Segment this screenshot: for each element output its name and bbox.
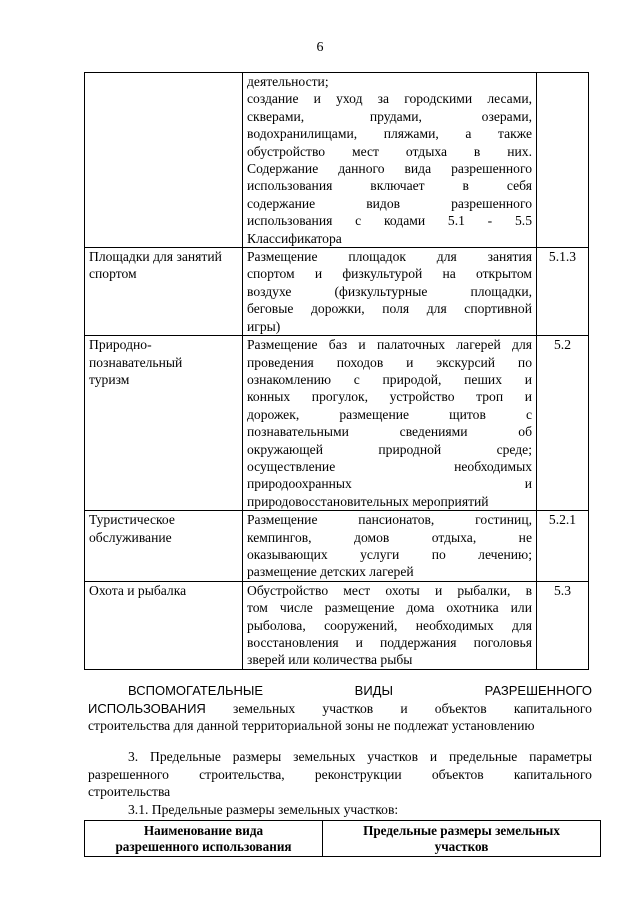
section-3-line-1 xyxy=(88,748,592,766)
use-description-line: конных прогулок, устройство троп и xyxy=(247,389,532,405)
header-line: участков xyxy=(434,839,489,855)
sec3-word: Предельные xyxy=(150,749,221,764)
aux-line-3: строительства для данной территориальной зоны не подлежат установлению xyxy=(88,718,535,734)
header-line: разрешенного использования xyxy=(115,839,292,855)
aux-word: участков xyxy=(322,700,374,716)
use-description-line: Размещение площадок для занятия xyxy=(247,249,532,265)
aux-heading-word: ВСПОМОГАТЕЛЬНЫЕ xyxy=(128,683,264,698)
sec3-word: и xyxy=(429,749,438,764)
use-description-line: дорожек, размещение щитов с xyxy=(247,406,532,422)
use-description-line: спортом и физкультурой на открытом xyxy=(247,266,532,282)
use-code-cell: 5.1.3 xyxy=(537,248,589,336)
use-code-cell xyxy=(537,73,589,248)
use-description-cell xyxy=(243,73,537,248)
use-description-line: деятельности; xyxy=(247,74,329,89)
plot-size-table xyxy=(84,820,601,857)
land-use-table xyxy=(84,72,589,670)
use-description-cell xyxy=(243,336,537,511)
use-description-line: использования включает в себя xyxy=(247,178,532,194)
auxiliary-use-paragraph xyxy=(88,682,592,735)
use-description-line: зверей или количества рыбы xyxy=(247,652,413,668)
use-type-name-cell xyxy=(85,248,243,336)
table-row xyxy=(85,336,589,511)
use-description-line: оказывающих услуги по лечению; xyxy=(247,546,532,562)
sec3-word: разрешенного xyxy=(88,766,169,782)
use-description-line: Классификатора xyxy=(247,230,342,246)
use-code-cell: 5.2.1 xyxy=(537,511,589,582)
use-description-line: создание и уход за городскими лесами, xyxy=(247,91,532,107)
use-code-cell: 5.3 xyxy=(537,581,589,669)
use-description-line: водохранилищами, пляжами, а также xyxy=(247,126,532,142)
use-description-line: природовосстановительных мероприятий xyxy=(247,493,489,509)
use-description-cell xyxy=(243,511,537,582)
sec3-word: 3. xyxy=(128,749,139,764)
use-code-cell: 5.2 xyxy=(537,336,589,511)
use-description-line: окружающей природной среде; xyxy=(247,441,532,457)
use-description-line: ознакомлению с природой, пеших и xyxy=(247,371,532,387)
use-type-name-cell xyxy=(85,511,243,582)
use-description-line: Содержание данного вида разрешенного xyxy=(247,161,532,177)
table-header-row xyxy=(85,821,601,857)
header-line: Предельные размеры земельных xyxy=(363,823,560,838)
use-description-line: кемпингов, домов отдыха, не xyxy=(247,529,532,545)
section-3-paragraph xyxy=(88,748,592,801)
use-description-line: осуществление необходимых xyxy=(247,458,532,474)
use-description-cell xyxy=(243,248,537,336)
aux-heading-word: РАЗРЕШЕННОГО xyxy=(484,683,592,698)
subsection-3-1-heading: 3.1. Предельные размеры земельных участков: xyxy=(128,802,399,817)
sec3-word: реконструкции xyxy=(314,766,402,782)
use-type-name-line: Природно- xyxy=(89,337,152,353)
sec3-word: земельных xyxy=(293,749,356,764)
use-description-line: Размещение пансионатов, гостиниц, xyxy=(247,512,532,528)
header-line: Наименование вида xyxy=(143,823,264,838)
use-description-line: размещение детских лагерей xyxy=(247,564,414,580)
aux-word: капитального xyxy=(513,700,592,716)
use-type-name-line: Площадки для занятий xyxy=(89,249,222,265)
use-description-line: Обустройство мест охоты и рыбалки, в xyxy=(247,582,532,598)
use-description-line: обустройство мест отдыха в них. xyxy=(247,143,532,159)
use-description-line: восстановления и поддержания поголовья xyxy=(247,635,532,650)
aux-line-2 xyxy=(88,700,592,718)
header-cell-plot-size xyxy=(323,821,601,857)
use-type-name-line: обслуживание xyxy=(89,529,172,545)
use-description-line: содержание видов разрешенного xyxy=(247,195,532,211)
use-type-name-cell xyxy=(85,336,243,511)
use-type-name-line: Туристическое xyxy=(89,512,175,528)
use-type-name-cell xyxy=(85,581,243,669)
aux-heading-word: ВИДЫ xyxy=(354,683,393,698)
sec3-word: капитального xyxy=(513,766,592,782)
use-description-line: рыболова, сооружений, необходимых для xyxy=(247,617,532,633)
section-3-line-3: строительства xyxy=(88,784,171,800)
use-description-line: беговые дорожки, поля для спортивной xyxy=(247,301,532,317)
auxiliary-heading xyxy=(88,682,592,700)
use-description-line: скверами, прудами, озерами, xyxy=(247,108,532,124)
aux-word: земельных xyxy=(232,700,296,716)
header-cell-use-type xyxy=(85,821,323,857)
use-description-line: проведения походов и экскурсий по xyxy=(247,354,532,370)
table-row xyxy=(85,248,589,336)
sec3-word: параметры xyxy=(529,749,592,764)
use-type-name-line: спортом xyxy=(89,266,137,282)
sec3-word: предельные xyxy=(448,749,518,764)
aux-word: объектов xyxy=(434,700,487,716)
use-description-cell xyxy=(243,581,537,669)
use-description-line: использования с кодами 5.1 - 5.5 xyxy=(247,213,532,229)
aux-word: и xyxy=(400,700,408,716)
aux-heading-word: ИСПОЛЬЗОВАНИЯ xyxy=(88,700,206,716)
sec3-word: объектов xyxy=(431,766,484,782)
table-row xyxy=(85,511,589,582)
use-description-line: природоохранных и xyxy=(247,476,532,492)
use-description-line: том числе размещение дома охотника или xyxy=(247,600,532,616)
page-number: 6 xyxy=(316,40,324,55)
use-description-line: Размещение баз и палаточных лагерей для xyxy=(247,337,532,353)
sec3-word: строительства, xyxy=(199,766,285,782)
use-description-line: воздухе (физкультурные площадки, xyxy=(247,283,532,299)
sec3-word: размеры xyxy=(232,749,282,764)
use-description-line: познавательными сведениями об xyxy=(247,424,532,440)
use-type-name-line: туризм xyxy=(89,371,130,387)
table-row xyxy=(85,73,589,248)
use-type-name-line: познавательный xyxy=(89,354,183,370)
table-row xyxy=(85,581,589,669)
sec3-word: участков xyxy=(367,749,419,764)
section-3-line-2 xyxy=(88,766,592,784)
use-type-name-cell xyxy=(85,73,243,248)
use-description-line: игры) xyxy=(247,318,281,334)
use-type-name-line: Охота и рыбалка xyxy=(89,582,187,598)
